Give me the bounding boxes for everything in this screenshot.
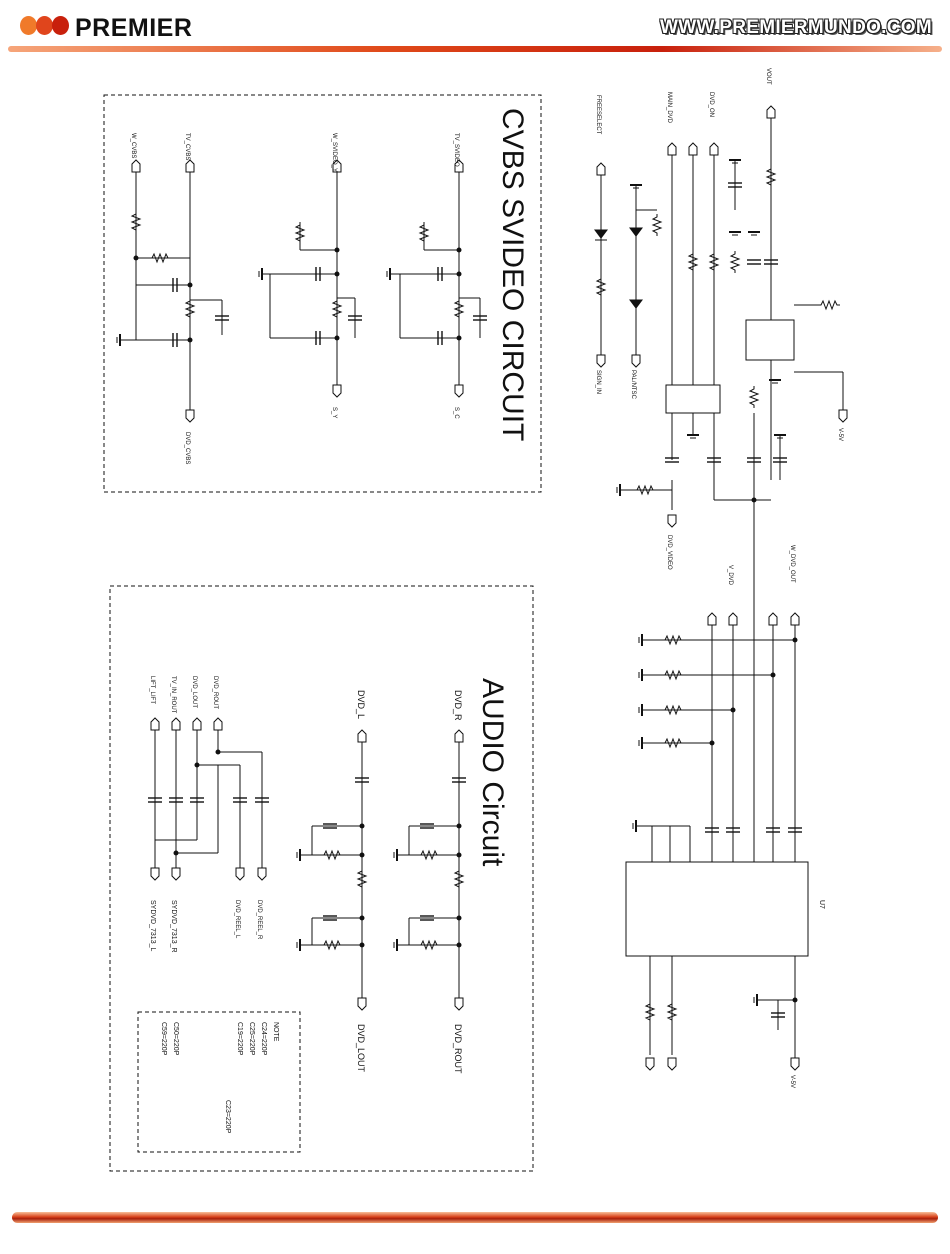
audio-note-line-6: C59=220P (160, 1022, 167, 1056)
cvbs-label-s-y: S_Y (331, 407, 337, 419)
audio-label-bottom-2: SYDVD_7313_R (170, 900, 177, 953)
switch-label-w-dvd-out: W_DVD_OUT (789, 545, 795, 583)
audio-output-right: DVD_ROUT (453, 1024, 463, 1074)
ic-block-lower (666, 385, 720, 413)
audio-note-line-2: C25=220P (248, 1022, 255, 1056)
cvbs-label-tv-cvbs: TV_CVBS (184, 133, 190, 161)
audio-label-top-4: DVD_ROUT (212, 676, 218, 710)
ic-u7 (626, 862, 808, 956)
cvbs-label-dvd-cvbs: DVD_CVBS (184, 432, 190, 465)
cvbs-label-w-svideo-y: W_SVIDEO_Y (331, 133, 337, 173)
audio-note-line-5: C50=220P (172, 1022, 179, 1056)
audio-label-top-2: TV_IN_ROUT (170, 676, 176, 714)
switch-label-vout: VOUT (765, 68, 771, 85)
audio-input-left: DVD_L (356, 690, 366, 720)
audio-right-chain (394, 730, 466, 1010)
switch-section (595, 106, 847, 1070)
audio-input-right: DVD_R (453, 690, 463, 721)
website-url: WWW.PREMIERMUNDO.COM (660, 17, 932, 38)
cvbs-dashed-box (104, 95, 541, 492)
audio-note-line-3: C19=220P (236, 1022, 243, 1056)
audio-note-title: NOTE (272, 1022, 279, 1042)
audio-label-top-1: LIFT_LIFT (149, 676, 155, 705)
switch-label-dvd-on: DVD_ON (708, 92, 714, 118)
switch-label-main-dvd: MAIN_DVD (666, 92, 672, 124)
cvbs-title: CVBS SVIDEO CIRCUIT (496, 108, 529, 442)
footer-rule (12, 1212, 938, 1223)
cvbs-label-s-c: S_C (453, 407, 459, 419)
switch-label-dvd-video: DVD_VIDEO (666, 535, 672, 570)
switch-label-v-dvd: V_DVD (727, 565, 733, 586)
audio-note-line-1: C24=220P (260, 1022, 267, 1056)
cvbs-label-tv-svideo: TV_SVIDEO (453, 133, 459, 167)
switch-label-sign-in: SIGN_IN (595, 370, 601, 395)
switch-label-freeselect: FREESELECT (595, 95, 601, 135)
cvbs-subcircuit-3 (387, 160, 487, 397)
audio-label-bottom-4: DVD_REEL_R (256, 900, 262, 940)
audio-left-chain (297, 730, 369, 1010)
audio-title: AUDIO Circuit (476, 678, 509, 867)
ic-u7-label: U7 (818, 900, 825, 909)
audio-label-bottom-1: SYDVD_7313_L (149, 900, 156, 952)
cvbs-svideo-section (104, 95, 541, 492)
audio-output-left: DVD_LOUT (356, 1024, 366, 1073)
cvbs-label-w-cvbs: W_CVBS (130, 133, 136, 159)
cvbs-subcircuit-2 (259, 160, 362, 397)
switch-label-pal-ntsc: PAL/NTSC (630, 370, 636, 399)
audio-dashed-box (110, 586, 533, 1171)
ic-block-upper (746, 320, 794, 360)
cvbs-subcircuit-1 (117, 160, 229, 422)
audio-label-top-3: DVD_LOUT (191, 676, 197, 709)
audio-note-line-4: C23=220P (224, 1100, 231, 1134)
audio-mux-group (148, 718, 269, 880)
audio-section (110, 586, 533, 1171)
brand-name: PREMIER (75, 14, 193, 42)
switch-label-v5v-top: V-5V (837, 428, 843, 442)
audio-label-bottom-3: DVD_REEL_L (234, 900, 240, 939)
switch-label-v5v-bottom: V-5V (789, 1075, 795, 1089)
